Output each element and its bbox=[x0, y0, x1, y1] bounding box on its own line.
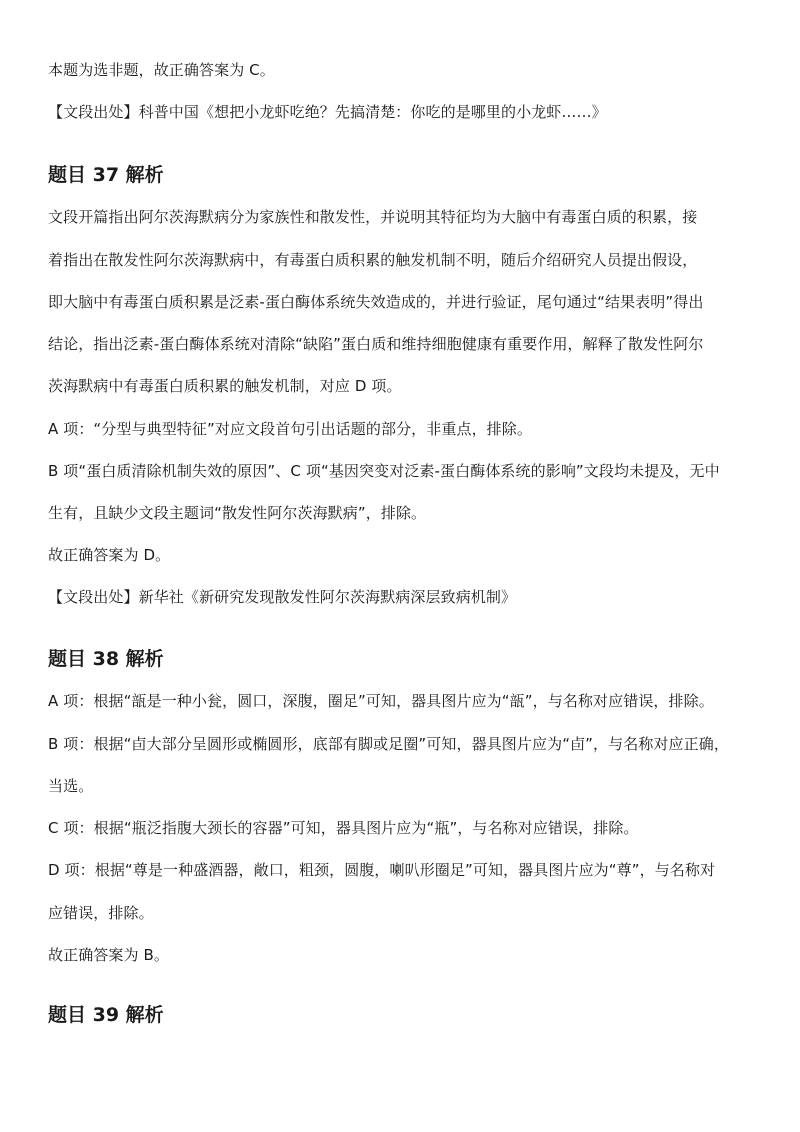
option-bc-line: 生有，且缺少文段主题词“散发性阿尔茨海默病”，排除。 bbox=[48, 504, 427, 522]
option-b-line: 当选。 bbox=[48, 777, 94, 795]
option-b-line: B 项：根据“卣大部分呈圆形或椭圆形，底部有脚或足圈”可知，器具图片应为“卣”，与名称对应正确， bbox=[48, 735, 729, 753]
section-heading-37: 题目 37 解析 bbox=[48, 164, 164, 186]
option-bc-line: B 项“蛋白质清除机制失效的原因”、C 项“基因突变对泛素-蛋白酶体系统的影响”文段均未提及，无中 bbox=[48, 462, 720, 480]
option-d-line: D 项：根据“尊是一种盛酒器，敞口，粗颈，圆腹，喇叭形圈足”可知，器具图片应为“尊”，与名称对 bbox=[48, 861, 716, 879]
paragraph-line: 着指出在散发性阿尔茨海默病中，有毒蛋白质积累的触发机制不明，随后介绍研究人员提出假设， bbox=[48, 251, 698, 269]
paragraph-line: 茨海默病中有毒蛋白质积累的触发机制，对应 D 项。 bbox=[48, 377, 402, 395]
answer-line: 故正确答案为 D。 bbox=[48, 546, 171, 564]
option-d-line: 应错误，排除。 bbox=[48, 904, 154, 922]
option-a-line: A 项：根据“瓿是一种小瓮，圆口，深腹，圈足”可知，器具图片应为“瓿”，与名称对应错误，排除。 bbox=[48, 692, 714, 710]
paragraph-line: 即大脑中有毒蛋白质积累是泛素-蛋白酶体系统失效造成的，并进行验证，尾句通过“结果表明”得出 bbox=[48, 293, 704, 311]
section-heading-38: 题目 38 解析 bbox=[48, 648, 164, 670]
answer-line: 故正确答案为 B。 bbox=[48, 946, 169, 964]
source-line: 【文段出处】科普中国《想把小龙虾吃绝？先搞清楚：你吃的是哪里的小龙虾……》 bbox=[48, 103, 607, 121]
option-c-line: C 项：根据“瓶泛指腹大颈长的容器”可知，器具图片应为“瓶”，与名称对应错误，排除。 bbox=[48, 819, 639, 837]
paragraph-line: 结论，指出泛素-蛋白酶体系统对清除“缺陷”蛋白质和维持细胞健康有重要作用，解释了散发性阿尔 bbox=[48, 335, 704, 353]
section-heading-39: 题目 39 解析 bbox=[48, 1004, 164, 1026]
paragraph-line: 文段开篇指出阿尔茨海默病分为家族性和散发性，并说明其特征均为大脑中有毒蛋白质的积累，接 bbox=[48, 208, 698, 226]
answer-line: 本题为选非题，故正确答案为 C。 bbox=[48, 61, 275, 79]
source-line: 【文段出处】新华社《新研究发现散发性阿尔茨海默病深层致病机制》 bbox=[48, 588, 517, 606]
option-a-line: A 项：“分型与典型特征”对应文段首句引出话题的部分，非重点，排除。 bbox=[48, 420, 532, 438]
